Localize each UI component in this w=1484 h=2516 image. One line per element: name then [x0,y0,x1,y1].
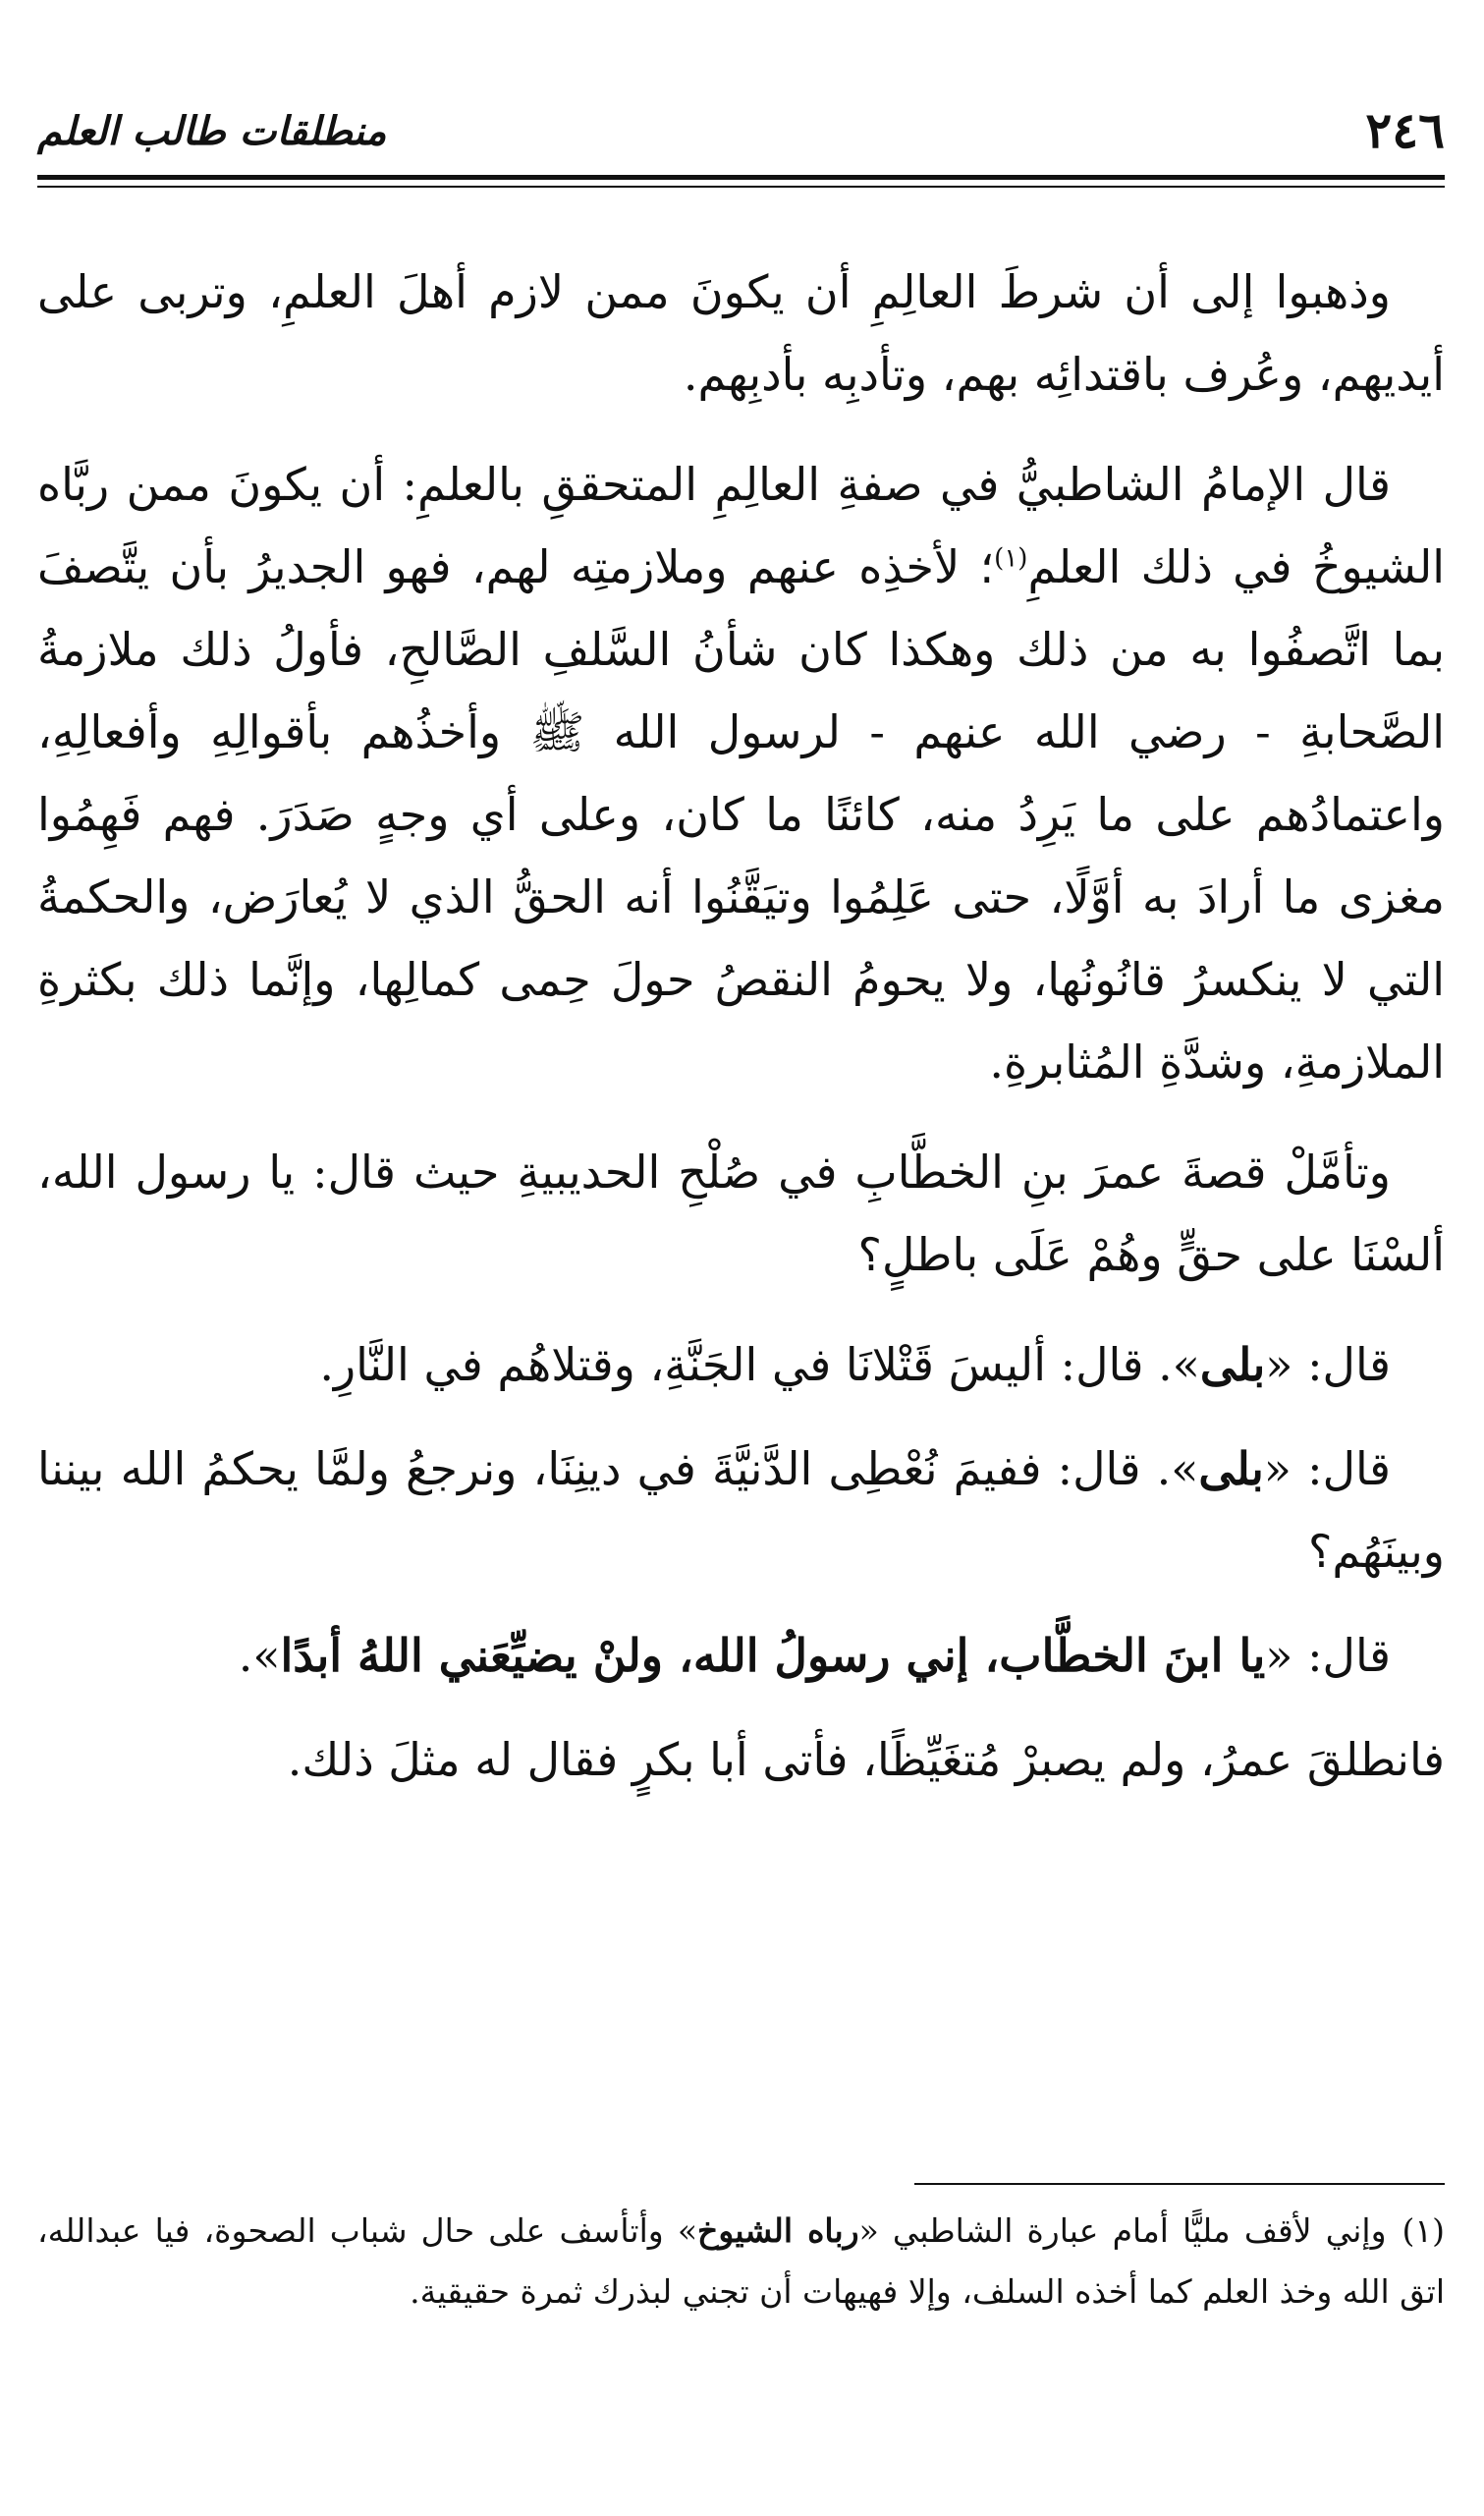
footnotes [37,2201,1445,2322]
paragraph-text: ». قال: ففيمَ نُعْطِى الدَّنيَّةَ في دينِنَا، ونرجعُ ولمَّا يحكمُ الله بيننا وبينَهُم؟ [37,1442,1445,1578]
footnote-text: وإني لأقف مليًّا أمام عبارة الشاطبي « [858,2211,1387,2250]
paragraph-text: وتأمَّلْ قصةَ عمرَ بنِ الخطَّابِ في صُلْحِ الحديبيةِ حيث قال: يا رسول الله، ألسْنَا على حقٍّ وهُمْ عَلَى باطلٍ؟ [37,1146,1445,1281]
footnote-text: » وأتأسف على حال شباب الصحوة، فيا عبدالله، اتق الله وخذ العلم كما أخذه السلف، وإلا فهيهات أن تجني لبذرك ثمرة حقيقية. [37,2211,1445,2311]
book-page [37,0,1445,2516]
footnote-reference: (١) [994,543,1028,574]
paragraph-text: قال: « [1265,1629,1391,1682]
paragraph-text: قال: « [1265,1338,1391,1391]
paragraph-text: ». قال: أليسَ قَتْلانَا في الجَنَّةِ، وقتلاهُم في النَّارِ. [319,1338,1200,1391]
page-header [37,96,1445,165]
prophet-quote: يا ابنَ الخطَّاب، إني رسولُ الله، ولنْ يضيِّعَني اللهُ أبدًا [280,1629,1266,1682]
paragraph-text: قال: « [1263,1442,1391,1495]
paragraph-text: ؛ لأخذِه عنهم وملازمتِه لهم، فهو الجديرُ بأن يتَّصفَ بما اتَّصفُوا به من ذلك وهكذا كان شأنُ السَّلفِ الصَّالحِ، فأولُ ذلك ملازمةُ الصَّحابةِ - رضي الله عنهم - لرسول الله ﷺ وأخذُهم بأقوالِهِ وأفعالِهِ، واعتمادُهم على ما يَرِدُ منه، كائنًا ما كان، وعلى أي وجهٍ صَدَرَ. فهم فَهِمُوا مغزى ما أرادَ به أوَّلًا، حتى عَلِمُوا وتيَقَّنُوا أنه الحقُّ الذي لا يُعارَض، والحكمةُ التي لا ينكسرُ قانُونُها، ولا يحومُ النقصُ حولَ حِمى كمالِها، وإنَّما ذلك بكثرةِ الملازمةِ، وشدَّةِ المُثابرةِ. [37,540,1445,1089]
prophet-quote: بلى [1198,1442,1264,1495]
header-rule-thin [37,186,1445,188]
paragraph-dialogue-1 [37,1323,1445,1406]
paragraph-umar-story [37,1131,1445,1296]
prophet-quote: بلى [1199,1338,1266,1391]
paragraph-text: ». [238,1629,281,1682]
paragraph-text: قال الإمامُ الشاطبيُّ في صفةِ العالِمِ المتحققِ بالعلمِ: أن يكونَ ممن ربَّاه الشيوخُ في ذلك العلمِ [37,458,1446,593]
main-text [37,251,1445,1828]
paragraph-scholar-condition [37,251,1445,416]
header-rule-thick [37,175,1445,180]
running-title: منطلقات طالب العلم [37,108,387,154]
paragraph-umar-departs [37,1718,1445,1801]
footnote-1 [37,2201,1445,2322]
paragraph-dialogue-2 [37,1427,1445,1593]
paragraph-text: وذهبوا إلى أن شرطَ العالِمِ أن يكونَ ممن لازم أهلَ العلمِ، وتربى على أيديهم، وعُرف باقتدائِه بهم، وتأدبِه بأدبِهم. [37,265,1445,401]
paragraph-shatibi-quote [37,443,1445,1103]
page-number: ٢٤٦ [1365,101,1445,159]
paragraph-text: فانطلقَ عمرُ، ولم يصبرْ مُتغَيِّظًا، فأتى أبا بكرٍ فقال له مثلَ ذلك. [287,1733,1445,1786]
footnote-quote: رباه الشيوخ [697,2211,859,2250]
footnote-separator [914,2183,1445,2185]
footnote-marker: (١) [1402,2211,1445,2250]
paragraph-dialogue-3 [37,1614,1445,1697]
